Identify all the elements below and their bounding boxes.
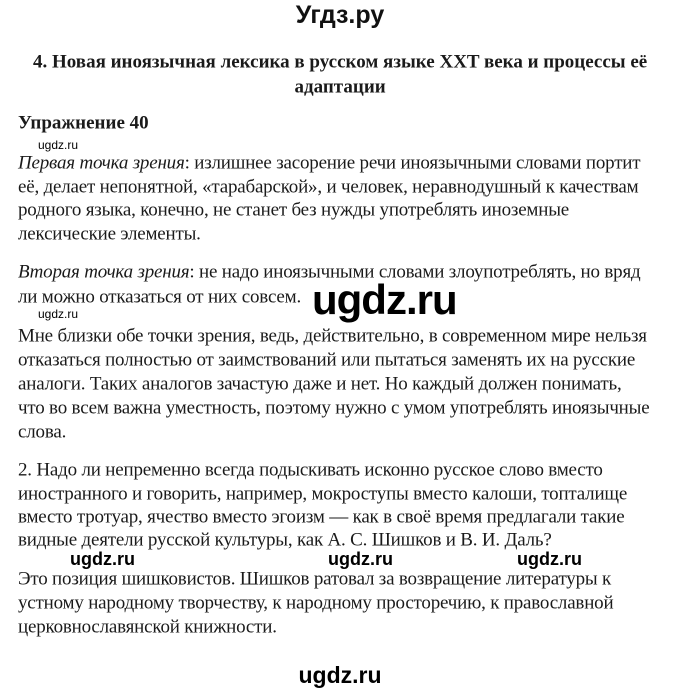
- para4-line: вместо тротуар, ячество вместо эгоизм — как в своё время предлагали такие: [18, 506, 625, 528]
- watermark: ugdz.ru: [312, 276, 457, 323]
- para3-line: Мне близки обе точки зрения, ведь, действительно, в современном мире нельзя: [18, 325, 647, 347]
- para4-line: 2. Надо ли непременно всегда подыскивать исконно русское слово вместо: [18, 459, 603, 481]
- para3-line: отказаться полностью от заимствований или пытаться заменять их на русские: [18, 349, 636, 371]
- text: : излишнее засорение речи иноязычными словами портит: [184, 152, 641, 174]
- section-heading-line1: 4. Новая иноязычная лексика в русском языке XXT века и процессы её: [33, 51, 648, 73]
- para1-line: родного языка, конечно, не станет без нужды употреблять иноземные: [18, 199, 570, 221]
- site-title: Угдз.ру: [295, 1, 385, 29]
- para4-line: видные деятели русской культуры, как А. С. Шишков и В. И. Даль?: [18, 529, 552, 551]
- exercise-title: Упражнение 40: [18, 112, 149, 134]
- watermark: ugdz.ru: [328, 549, 393, 569]
- para3-line: что во всем важна уместность, поэтому нужно с умом употреблять иноязычные: [18, 397, 650, 419]
- para5-line: устному народному творчеству, к народному просторечию, к православной: [18, 592, 614, 614]
- para1-line: её, делает непонятной, «тарабарской», и человек, неравнодушный к качествам: [18, 176, 639, 198]
- section-heading-line2: адаптации: [294, 76, 386, 98]
- watermark: ugdz.ru: [298, 662, 382, 688]
- para5-line: Это позиция шишковистов. Шишков ратовал за возвращение литературы к: [18, 568, 612, 590]
- watermark: ugdz.ru: [517, 549, 582, 569]
- watermark: ugdz.ru: [38, 307, 79, 321]
- text: : не надо иноязычными словами злоупотреблять, но вряд: [189, 261, 641, 283]
- para3-line: слова.: [18, 421, 67, 443]
- para2-line: ли можно отказаться от них совсем.: [18, 286, 302, 308]
- watermark: ugdz.ru: [70, 549, 135, 569]
- first-viewpoint-label: Первая точка зрения: [18, 152, 185, 174]
- para4-line: иностранного и говорить, например, мокроступы вместо калоши, топталище: [18, 483, 628, 505]
- para5-line: церковнославянской книжности.: [18, 616, 277, 638]
- para1-line: [18, 154, 640, 173]
- para3-line: аналоги. Таких аналогов зачастую даже и нет. Но каждый должен понимать,: [18, 373, 622, 395]
- watermark: ugdz.ru: [38, 138, 79, 152]
- para1-line: лексические элементы.: [18, 223, 201, 245]
- second-viewpoint-label: Вторая точка зрения: [18, 261, 190, 283]
